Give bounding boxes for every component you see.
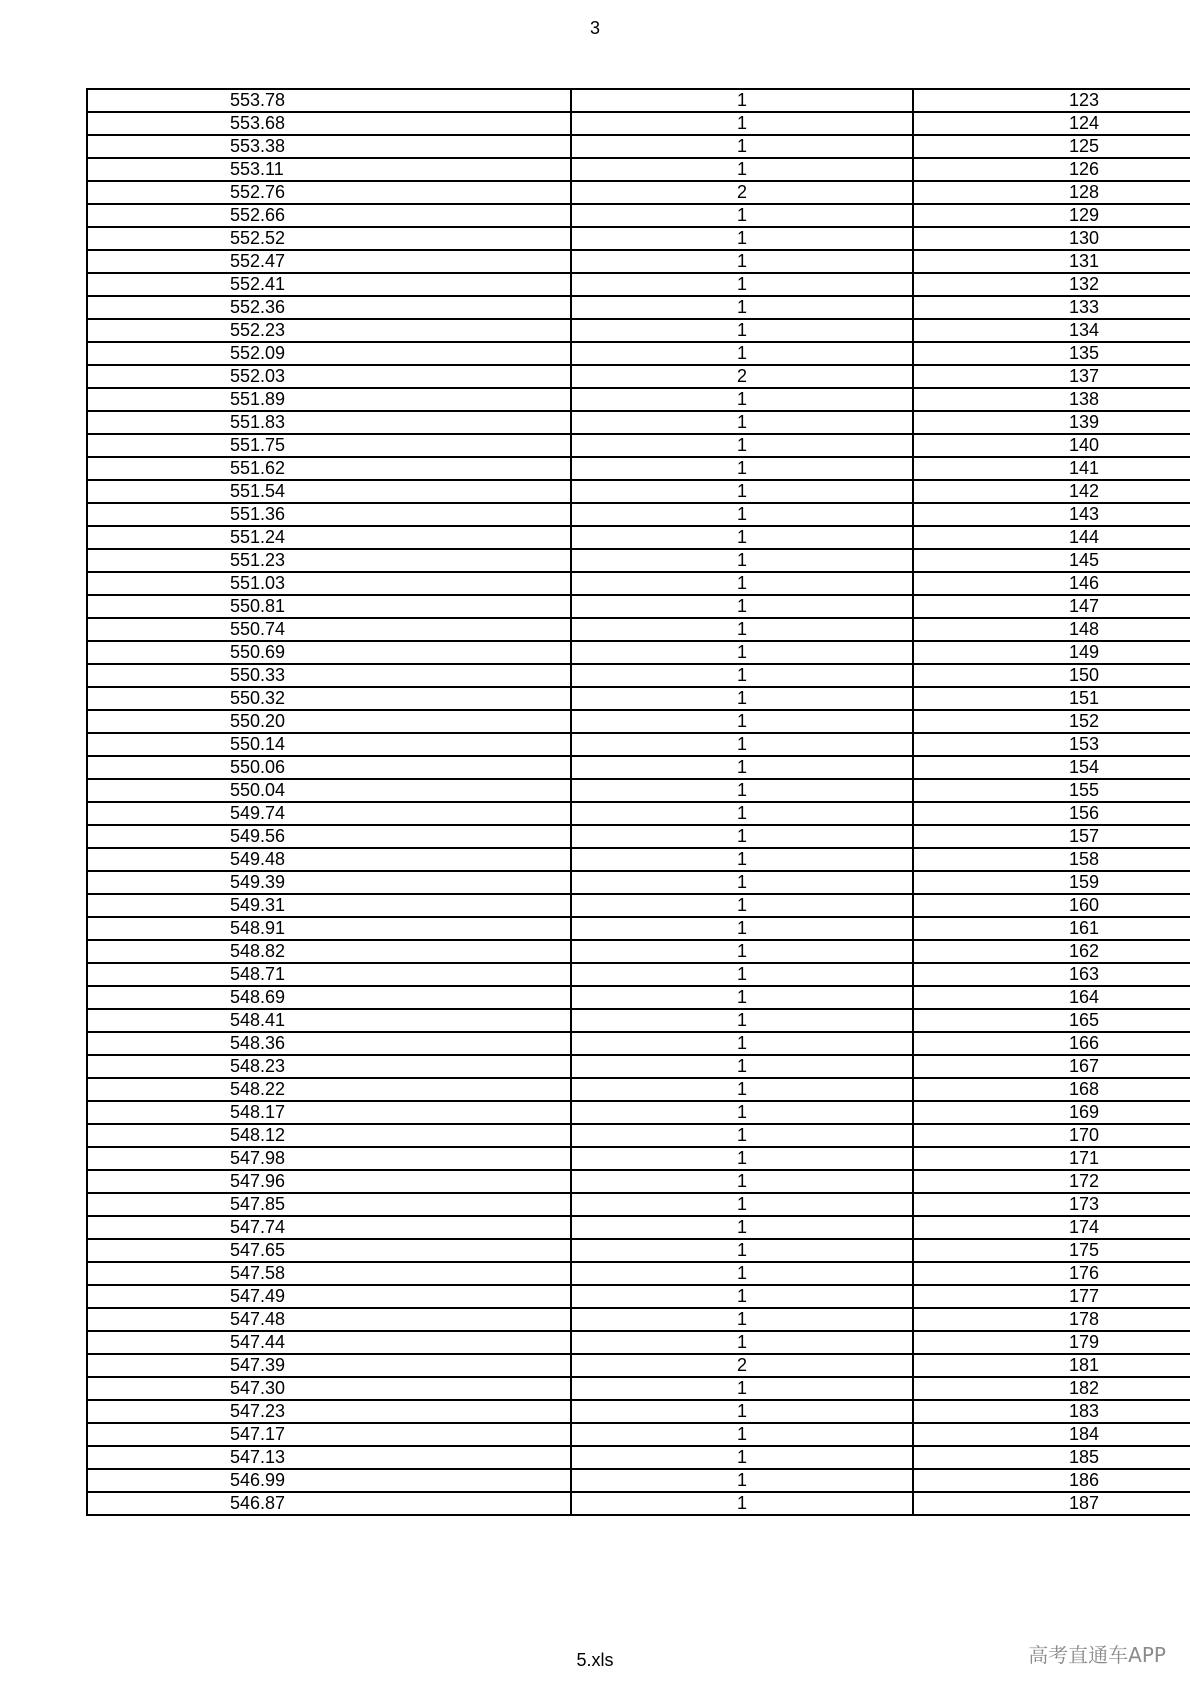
count-cell: 1 (571, 802, 913, 825)
count-cell: 2 (571, 181, 913, 204)
table-row (87, 181, 1190, 204)
count-cell: 1 (571, 1101, 913, 1124)
rank-cell: 153 (913, 733, 1190, 756)
score-cell: 549.48 (87, 848, 571, 871)
score-cell: 547.13 (87, 1446, 571, 1469)
table-row (87, 388, 1190, 411)
score-cell: 548.36 (87, 1032, 571, 1055)
score-cell: 548.69 (87, 986, 571, 1009)
count-cell: 1 (571, 871, 913, 894)
rank-cell: 155 (913, 779, 1190, 802)
table-row (87, 1469, 1190, 1492)
table-row (87, 1193, 1190, 1216)
score-cell: 552.09 (87, 342, 571, 365)
score-cell: 547.30 (87, 1377, 571, 1400)
rank-cell: 141 (913, 457, 1190, 480)
count-cell: 1 (571, 1308, 913, 1331)
table-row (87, 1446, 1190, 1469)
count-cell: 1 (571, 526, 913, 549)
rank-cell: 178 (913, 1308, 1190, 1331)
table-row (87, 204, 1190, 227)
rank-cell: 130 (913, 227, 1190, 250)
rank-cell: 148 (913, 618, 1190, 641)
count-cell: 1 (571, 1078, 913, 1101)
rank-cell: 146 (913, 572, 1190, 595)
count-cell: 1 (571, 112, 913, 135)
table-row (87, 1262, 1190, 1285)
rank-cell: 172 (913, 1170, 1190, 1193)
rank-cell: 138 (913, 388, 1190, 411)
rank-cell: 135 (913, 342, 1190, 365)
count-cell: 1 (571, 388, 913, 411)
table-row (87, 894, 1190, 917)
rank-cell: 125 (913, 135, 1190, 158)
score-table (86, 88, 1190, 1516)
score-cell: 548.17 (87, 1101, 571, 1124)
table-row (87, 1124, 1190, 1147)
score-cell: 551.83 (87, 411, 571, 434)
table-row (87, 434, 1190, 457)
count-cell: 1 (571, 1423, 913, 1446)
score-cell: 547.17 (87, 1423, 571, 1446)
count-cell: 1 (571, 135, 913, 158)
table-row (87, 503, 1190, 526)
score-cell: 552.41 (87, 273, 571, 296)
score-cell: 550.20 (87, 710, 571, 733)
score-cell: 549.74 (87, 802, 571, 825)
count-cell: 1 (571, 1124, 913, 1147)
count-cell: 1 (571, 595, 913, 618)
count-cell: 1 (571, 618, 913, 641)
score-cell: 550.69 (87, 641, 571, 664)
score-cell: 552.03 (87, 365, 571, 388)
rank-cell: 187 (913, 1492, 1190, 1515)
table-row (87, 963, 1190, 986)
rank-cell: 160 (913, 894, 1190, 917)
rank-cell: 179 (913, 1331, 1190, 1354)
table-row (87, 158, 1190, 181)
count-cell: 2 (571, 1354, 913, 1377)
rank-cell: 175 (913, 1239, 1190, 1262)
count-cell: 1 (571, 1009, 913, 1032)
count-cell: 1 (571, 158, 913, 181)
count-cell: 1 (571, 273, 913, 296)
table-row (87, 89, 1190, 112)
table-row (87, 595, 1190, 618)
rank-cell: 170 (913, 1124, 1190, 1147)
rank-cell: 174 (913, 1216, 1190, 1239)
score-cell: 548.91 (87, 917, 571, 940)
rank-cell: 183 (913, 1400, 1190, 1423)
count-cell: 1 (571, 296, 913, 319)
score-cell: 547.39 (87, 1354, 571, 1377)
count-cell: 1 (571, 480, 913, 503)
rank-cell: 176 (913, 1262, 1190, 1285)
table-row (87, 1308, 1190, 1331)
table-row (87, 227, 1190, 250)
score-cell: 546.87 (87, 1492, 571, 1515)
rank-cell: 181 (913, 1354, 1190, 1377)
table-row (87, 618, 1190, 641)
table-row (87, 250, 1190, 273)
score-cell: 548.12 (87, 1124, 571, 1147)
rank-cell: 126 (913, 158, 1190, 181)
score-cell: 548.71 (87, 963, 571, 986)
rank-cell: 166 (913, 1032, 1190, 1055)
table-row (87, 1101, 1190, 1124)
score-cell: 552.47 (87, 250, 571, 273)
count-cell: 1 (571, 825, 913, 848)
count-cell: 1 (571, 1193, 913, 1216)
footer-filename: 5.xls (576, 1650, 614, 1670)
rank-cell: 124 (913, 112, 1190, 135)
score-cell: 551.03 (87, 572, 571, 595)
table-row (87, 1170, 1190, 1193)
rank-cell: 133 (913, 296, 1190, 319)
score-cell: 552.52 (87, 227, 571, 250)
rank-cell: 123 (913, 89, 1190, 112)
score-cell: 553.78 (87, 89, 571, 112)
score-cell: 550.81 (87, 595, 571, 618)
table-body (87, 89, 1190, 1515)
count-cell: 1 (571, 227, 913, 250)
table-row (87, 940, 1190, 963)
count-cell: 1 (571, 641, 913, 664)
table-row (87, 135, 1190, 158)
rank-cell: 164 (913, 986, 1190, 1009)
rank-cell: 140 (913, 434, 1190, 457)
table-row (87, 1354, 1190, 1377)
score-cell: 547.65 (87, 1239, 571, 1262)
score-cell: 547.44 (87, 1331, 571, 1354)
count-cell: 1 (571, 1400, 913, 1423)
count-cell: 1 (571, 1147, 913, 1170)
table-row (87, 733, 1190, 756)
rank-cell: 186 (913, 1469, 1190, 1492)
count-cell: 1 (571, 710, 913, 733)
score-cell: 549.39 (87, 871, 571, 894)
count-cell: 1 (571, 1446, 913, 1469)
rank-cell: 169 (913, 1101, 1190, 1124)
table-row (87, 549, 1190, 572)
rank-cell: 162 (913, 940, 1190, 963)
count-cell: 1 (571, 204, 913, 227)
count-cell: 1 (571, 89, 913, 112)
score-cell: 547.23 (87, 1400, 571, 1423)
score-cell: 548.23 (87, 1055, 571, 1078)
table-row (87, 756, 1190, 779)
rank-cell: 129 (913, 204, 1190, 227)
rank-cell: 177 (913, 1285, 1190, 1308)
count-cell: 1 (571, 572, 913, 595)
count-cell: 1 (571, 549, 913, 572)
table-row (87, 1239, 1190, 1262)
count-cell: 1 (571, 1216, 913, 1239)
count-cell: 1 (571, 1055, 913, 1078)
count-cell: 1 (571, 319, 913, 342)
count-cell: 1 (571, 1492, 913, 1515)
count-cell: 1 (571, 457, 913, 480)
rank-cell: 158 (913, 848, 1190, 871)
count-cell: 1 (571, 917, 913, 940)
table-row (87, 848, 1190, 871)
score-cell: 551.89 (87, 388, 571, 411)
rank-cell: 168 (913, 1078, 1190, 1101)
table-row (87, 871, 1190, 894)
rank-cell: 163 (913, 963, 1190, 986)
rank-cell: 134 (913, 319, 1190, 342)
count-cell: 1 (571, 434, 913, 457)
table-row (87, 710, 1190, 733)
score-cell: 550.74 (87, 618, 571, 641)
count-cell: 1 (571, 687, 913, 710)
count-cell: 1 (571, 250, 913, 273)
rank-cell: 144 (913, 526, 1190, 549)
table-row (87, 526, 1190, 549)
table-row (87, 802, 1190, 825)
count-cell: 1 (571, 1032, 913, 1055)
score-cell: 546.99 (87, 1469, 571, 1492)
count-cell: 1 (571, 1262, 913, 1285)
count-cell: 1 (571, 342, 913, 365)
count-cell: 1 (571, 940, 913, 963)
table-row (87, 411, 1190, 434)
table-row (87, 1216, 1190, 1239)
count-cell: 1 (571, 1377, 913, 1400)
rank-cell: 147 (913, 595, 1190, 618)
rank-cell: 132 (913, 273, 1190, 296)
score-cell: 550.32 (87, 687, 571, 710)
count-cell: 1 (571, 1331, 913, 1354)
score-cell: 551.36 (87, 503, 571, 526)
score-cell: 547.49 (87, 1285, 571, 1308)
count-cell: 1 (571, 894, 913, 917)
score-cell: 550.06 (87, 756, 571, 779)
count-cell: 1 (571, 733, 913, 756)
score-cell: 547.58 (87, 1262, 571, 1285)
count-cell: 1 (571, 963, 913, 986)
count-cell: 1 (571, 1239, 913, 1262)
table-row (87, 1331, 1190, 1354)
table-row (87, 1492, 1190, 1515)
rank-cell: 143 (913, 503, 1190, 526)
score-cell: 551.54 (87, 480, 571, 503)
rank-cell: 151 (913, 687, 1190, 710)
count-cell: 1 (571, 411, 913, 434)
table-row (87, 986, 1190, 1009)
table-row (87, 365, 1190, 388)
rank-cell: 150 (913, 664, 1190, 687)
rank-cell: 149 (913, 641, 1190, 664)
count-cell: 1 (571, 986, 913, 1009)
table-row (87, 1377, 1190, 1400)
score-cell: 551.62 (87, 457, 571, 480)
score-cell: 550.14 (87, 733, 571, 756)
score-cell: 547.74 (87, 1216, 571, 1239)
count-cell: 1 (571, 1469, 913, 1492)
score-cell: 553.11 (87, 158, 571, 181)
score-cell: 547.98 (87, 1147, 571, 1170)
count-cell: 1 (571, 664, 913, 687)
table-row (87, 1055, 1190, 1078)
rank-cell: 142 (913, 480, 1190, 503)
score-cell: 552.23 (87, 319, 571, 342)
score-cell: 551.23 (87, 549, 571, 572)
table-row (87, 1147, 1190, 1170)
score-cell: 549.31 (87, 894, 571, 917)
rank-cell: 139 (913, 411, 1190, 434)
score-cell: 549.56 (87, 825, 571, 848)
count-cell: 1 (571, 503, 913, 526)
table-row (87, 825, 1190, 848)
score-cell: 550.33 (87, 664, 571, 687)
score-cell: 547.48 (87, 1308, 571, 1331)
score-cell: 547.96 (87, 1170, 571, 1193)
rank-cell: 157 (913, 825, 1190, 848)
table-row (87, 687, 1190, 710)
rank-cell: 165 (913, 1009, 1190, 1032)
rank-cell: 131 (913, 250, 1190, 273)
score-cell: 548.82 (87, 940, 571, 963)
table-row (87, 1400, 1190, 1423)
table-row (87, 1423, 1190, 1446)
table-row (87, 1032, 1190, 1055)
rank-cell: 185 (913, 1446, 1190, 1469)
rank-cell: 128 (913, 181, 1190, 204)
table-row (87, 917, 1190, 940)
rank-cell: 182 (913, 1377, 1190, 1400)
count-cell: 1 (571, 1170, 913, 1193)
score-cell: 552.36 (87, 296, 571, 319)
score-cell: 553.38 (87, 135, 571, 158)
rank-cell: 137 (913, 365, 1190, 388)
score-cell: 551.75 (87, 434, 571, 457)
table-row (87, 296, 1190, 319)
count-cell: 1 (571, 779, 913, 802)
rank-cell: 152 (913, 710, 1190, 733)
rank-cell: 184 (913, 1423, 1190, 1446)
count-cell: 1 (571, 1285, 913, 1308)
count-cell: 1 (571, 756, 913, 779)
table-row (87, 457, 1190, 480)
watermark: 高考直通车APP (1028, 1643, 1166, 1667)
table-row (87, 1078, 1190, 1101)
table-row (87, 1009, 1190, 1032)
score-cell: 551.24 (87, 526, 571, 549)
page-number: 3 (589, 18, 600, 38)
score-cell: 547.85 (87, 1193, 571, 1216)
rank-cell: 159 (913, 871, 1190, 894)
table-row (87, 664, 1190, 687)
score-cell: 550.04 (87, 779, 571, 802)
table-row (87, 1285, 1190, 1308)
table-row (87, 319, 1190, 342)
table-row (87, 779, 1190, 802)
rank-cell: 173 (913, 1193, 1190, 1216)
score-cell: 552.76 (87, 181, 571, 204)
rank-cell: 156 (913, 802, 1190, 825)
count-cell: 2 (571, 365, 913, 388)
score-cell: 552.66 (87, 204, 571, 227)
table-row (87, 273, 1190, 296)
rank-cell: 171 (913, 1147, 1190, 1170)
score-cell: 553.68 (87, 112, 571, 135)
rank-cell: 145 (913, 549, 1190, 572)
rank-cell: 167 (913, 1055, 1190, 1078)
table-row (87, 480, 1190, 503)
rank-cell: 161 (913, 917, 1190, 940)
table-row (87, 572, 1190, 595)
count-cell: 1 (571, 848, 913, 871)
rank-cell: 154 (913, 756, 1190, 779)
table-row (87, 641, 1190, 664)
score-cell: 548.41 (87, 1009, 571, 1032)
table-row (87, 342, 1190, 365)
table-row (87, 112, 1190, 135)
score-cell: 548.22 (87, 1078, 571, 1101)
